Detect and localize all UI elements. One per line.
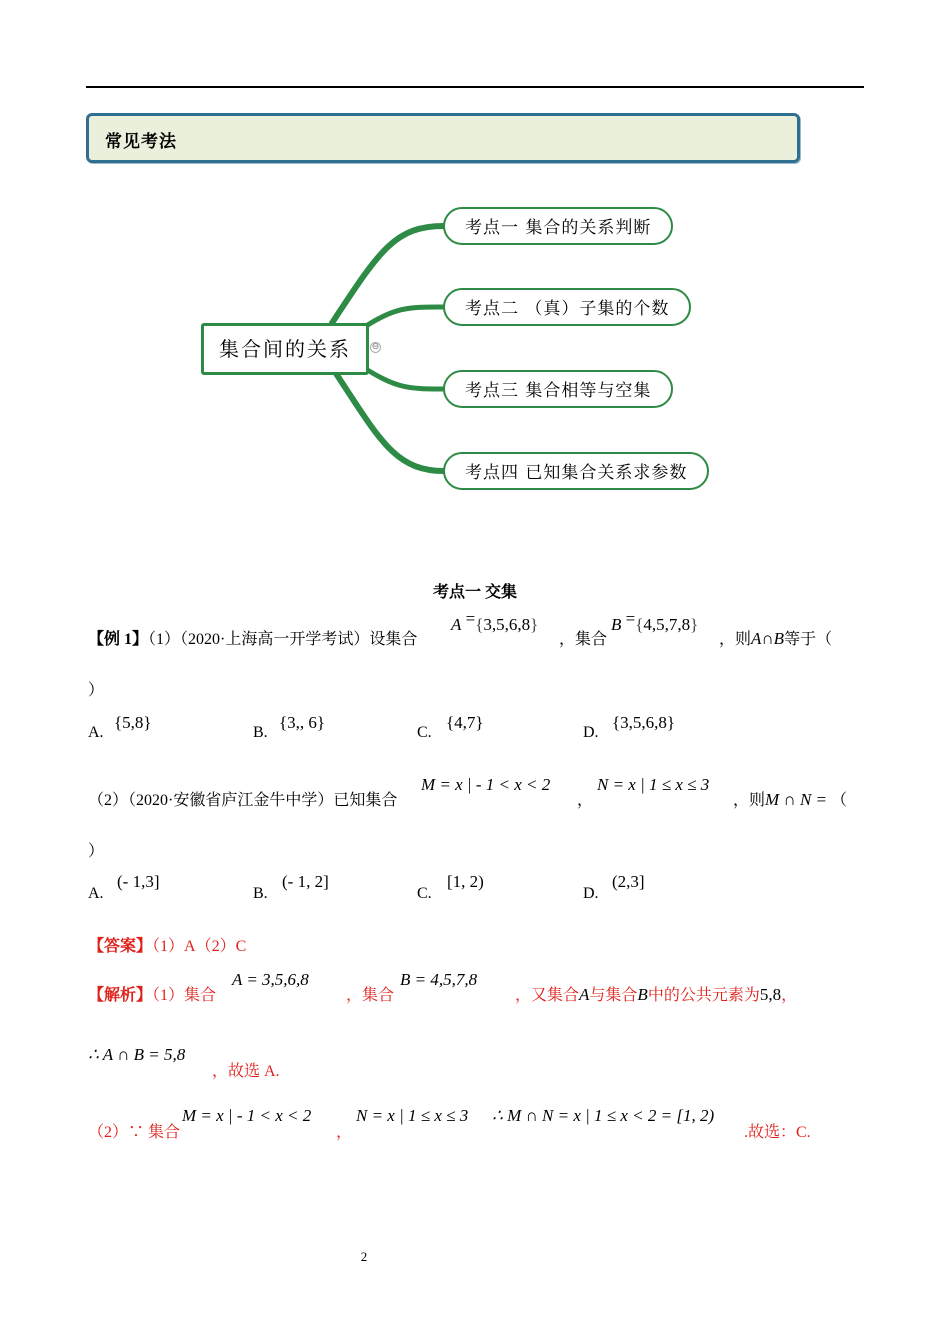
- option-b-label: B.: [253, 724, 268, 741]
- example-close: ）: [88, 682, 105, 699]
- p2-option-b-value[interactable]: (- 1, 2]: [282, 872, 329, 891]
- p2-option-a-label: A.: [88, 885, 104, 902]
- set-b-def: B ={4,5,7,8}: [611, 609, 699, 634]
- part2-close: ）: [88, 843, 105, 860]
- answer-label: 【答案】: [88, 938, 153, 955]
- set-n-def: N = x | 1 ≤ x ≤ 3: [597, 775, 710, 794]
- analysis-sep-3: ，: [336, 1124, 353, 1141]
- answer-text: （1）A（2）C: [152, 938, 247, 955]
- analysis-set-b: B = 4,5,7,8: [400, 970, 478, 989]
- option-d-value[interactable]: {3,5,6,8}: [612, 713, 676, 732]
- option-c-value[interactable]: {4,7}: [446, 713, 484, 732]
- page-number: 2: [360, 1249, 368, 1264]
- analysis-expr-2: ∴ A ∩ B = 5,8: [88, 1045, 186, 1064]
- analysis-conclusion: ∴ M ∩ N = x | 1 ≤ x < 2 = [1, 2): [492, 1106, 715, 1125]
- option-d-label: D.: [583, 724, 599, 741]
- analysis-line-3-start: （2）∵ 集合: [88, 1124, 181, 1141]
- analysis-mid-2: ，又集合A与集合B中的公共元素为5,8，: [515, 985, 798, 1004]
- set-a-def: A ={3,5,6,8}: [451, 609, 539, 634]
- p2-option-c-label: C.: [417, 885, 432, 902]
- analysis-mid-1: ，集合: [346, 987, 395, 1004]
- analysis-line-1: 【解析】（1）集合: [88, 987, 217, 1004]
- p2-option-b-label: B.: [253, 885, 268, 902]
- option-a-value[interactable]: {5,8}: [114, 713, 152, 732]
- mindmap-node-1: 考点一 集合的关系判断: [443, 207, 673, 245]
- analysis-set-a: A = 3,5,6,8: [232, 970, 309, 989]
- connector-2: [360, 307, 444, 330]
- p2-option-d-label: D.: [583, 885, 599, 902]
- example-label: 【例 1】: [88, 631, 149, 648]
- collapse-icon[interactable]: ⊖: [371, 342, 380, 352]
- option-c-label: C.: [417, 724, 432, 741]
- p2-option-d-value[interactable]: (2,3]: [612, 872, 645, 891]
- p2-option-c-value[interactable]: [1, 2): [447, 872, 484, 891]
- part2-source: （2）（2020·安徽省庐江金牛中学）已知集合: [88, 792, 398, 809]
- example-line-1: [88, 626, 417, 649]
- analysis-set-m: M = x | - 1 < x < 2: [182, 1106, 312, 1125]
- option-a-label: A.: [88, 724, 104, 741]
- example-source: （1）（2020·上海高一开学考试）设集合: [148, 631, 418, 648]
- part2-ask: ，则M ∩ N = （: [733, 790, 848, 809]
- analysis-set-n: N = x | 1 ≤ x ≤ 3: [356, 1106, 469, 1125]
- p2-option-a-value[interactable]: (- 1,3]: [117, 872, 160, 891]
- mindmap-root: 集合间的关系: [201, 323, 369, 375]
- mindmap-node-4: 考点四 已知集合关系求参数: [443, 452, 709, 490]
- section-title: 常见考法: [105, 132, 177, 152]
- analysis-end-3: .故选：C.: [744, 1124, 811, 1141]
- mindmap-node-3: 考点三 集合相等与空集: [443, 370, 673, 408]
- answer-line: [88, 933, 246, 956]
- analysis-text-2: ，故选 A.: [212, 1063, 280, 1080]
- connector-3: [360, 365, 444, 389]
- option-b-value[interactable]: {3,, 6}: [279, 713, 326, 732]
- example-mid: ，集合: [559, 631, 608, 648]
- example-ask: ，则A∩B等于（: [719, 629, 833, 648]
- topic-heading: 考点一 交集: [432, 584, 517, 601]
- mindmap-node-2: 考点二 （真）子集的个数: [443, 288, 691, 326]
- part2-sep: ，: [577, 792, 594, 809]
- set-m-def: M = x | - 1 < x < 2: [421, 775, 551, 794]
